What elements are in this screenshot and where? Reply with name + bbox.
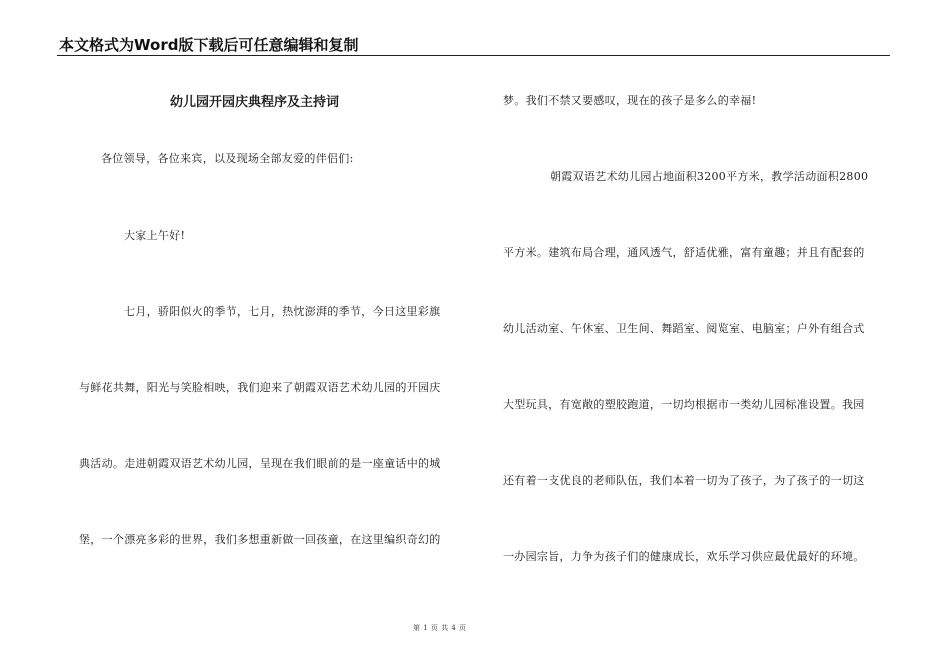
left-paragraph-line: 典活动。走进朝霞双语艺术幼儿园，呈现在我们眼前的是一座童话中的城	[79, 457, 441, 470]
right-paragraph-line: 还有着一支优良的老师队伍，我们本着一切为了孩子，为了孩子的一切这	[503, 474, 865, 487]
right-paragraph-line: 梦。我们不禁又要感叹，现在的孩子是多么的幸福!	[503, 94, 757, 107]
document-title: 幼儿园开园庆典程序及主持词	[170, 95, 340, 110]
left-paragraph-line: 七月，骄阳似火的季节，七月，热忱澎湃的季节，今日这里彩旗	[124, 305, 441, 318]
document-banner: 本文格式为Word版下载后可任意编辑和复制	[59, 36, 359, 54]
right-paragraph-line: 朝霞双语艺术幼儿园占地面积3200平方米，教学活动面积2800	[550, 170, 869, 183]
left-paragraph-line: 各位领导，各位来宾，以及现场全部友爱的伴侣们:	[101, 152, 354, 165]
right-paragraph-line: 平方米。建筑布局合理，通风透气，舒适优雅，富有童趣；并且有配套的	[503, 246, 865, 259]
banner-divider	[57, 55, 890, 56]
right-paragraph-line: 大型玩具，有宽敞的塑胶跑道，一切均根据市一类幼儿园标准设置。我园	[503, 398, 865, 411]
left-paragraph-line: 大家上午好!	[124, 229, 186, 242]
right-paragraph-line: 一办园宗旨，力争为孩子们的健康成长，欢乐学习供应最优最好的环境。	[503, 550, 865, 563]
left-paragraph-line: 堡，一个漂亮多彩的世界，我们多想重新做一回孩童，在这里编织奇幻的	[79, 533, 441, 546]
right-paragraph-line: 幼儿活动室、午休室、卫生间、舞蹈室、阅览室、电脑室；户外有组合式	[503, 322, 865, 335]
page-number-footer: 第 1 页 共 4 页	[413, 624, 467, 632]
left-paragraph-line: 与鲜花共舞，阳光与笑脸相映，我们迎来了朝霞双语艺术幼儿园的开园庆	[79, 381, 441, 394]
